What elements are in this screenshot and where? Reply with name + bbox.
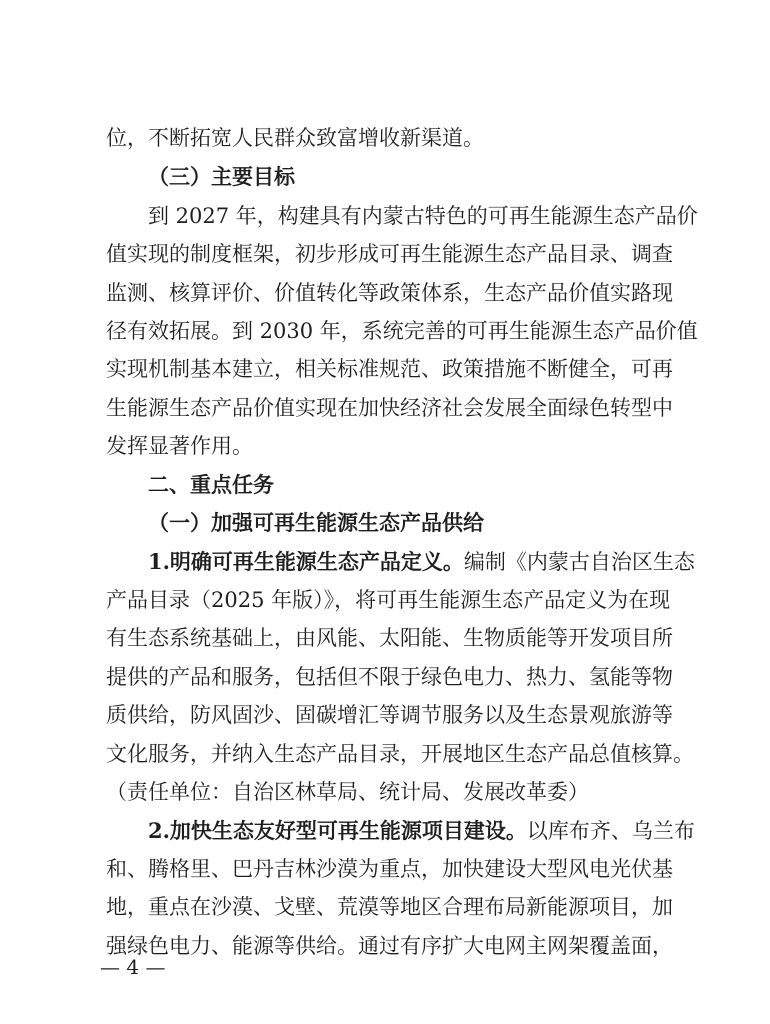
text-line: 发挥显著作用。 [106,434,253,458]
chapter-heading: 二、重点任务 [148,473,274,497]
item-title: 1.明确可再生能源生态产品定义。 [148,549,464,574]
item-text: 编制《内蒙古自治区生态 [463,550,695,574]
text-line: 和、腾格里、巴丹吉林沙漠为重点，加快建设大型风电光伏基 [106,857,673,881]
text-line: 监测、核算评价、价值转化等政策体系，生态产品价值实路现 [106,281,673,305]
section-heading: （一）加强可再生能源生态产品供给 [148,511,484,535]
text-line: 强绿色电力、能源等供给。通过有序扩大电网主网架覆盖面， [106,934,673,958]
text-line: 到 2027 年，构建具有内蒙古特色的可再生能源生态产品价 [148,204,698,228]
text-line: 质供给，防风固沙、固碳增汇等调节服务以及生态景观旅游等 [106,703,673,727]
text-line: 文化服务，并纳入生态产品目录，开展地区生态产品总值核算。 [106,742,694,766]
text-line: 生能源生态产品价值实现在加快经济社会发展全面绿色转型中 [106,396,673,420]
text-line [148,815,695,847]
text-line: 产品目录（2025 年版）》，将可再生能源生态产品定义为在现 [106,588,671,612]
section-heading: （三）主要目标 [148,165,295,189]
text-line: 径有效拓展。到 2030 年，系统完善的可再生能源生态产品价值 [106,319,698,343]
text-line: 有生态系统基础上，由风能、太阳能、生物质能等开发项目所 [106,626,673,650]
responsibility-line: （责任单位：自治区林草局、统计局、发展改革委） [106,780,589,804]
text-line: 实现机制基本建立，相关标准规范、政策措施不断健全，可再 [106,357,673,381]
item-title: 2.加快生态友好型可再生能源项目建设。 [148,818,527,843]
text-line: 地，重点在沙漠、戈壁、荒漠等地区合理布局新能源项目，加 [106,895,673,919]
text-line: 值实现的制度框架，初步形成可再生能源生态产品目录、调查 [106,242,673,266]
text-line: 位，不断拓宽人民群众致富增收新渠道。 [106,126,484,150]
text-line: 提供的产品和服务，包括但不限于绿色电力、热力、氢能等物 [106,665,673,689]
text-line [148,546,695,578]
page-number: — 4 — [100,955,166,979]
item-text: 以库布齐、乌兰布 [526,819,695,843]
